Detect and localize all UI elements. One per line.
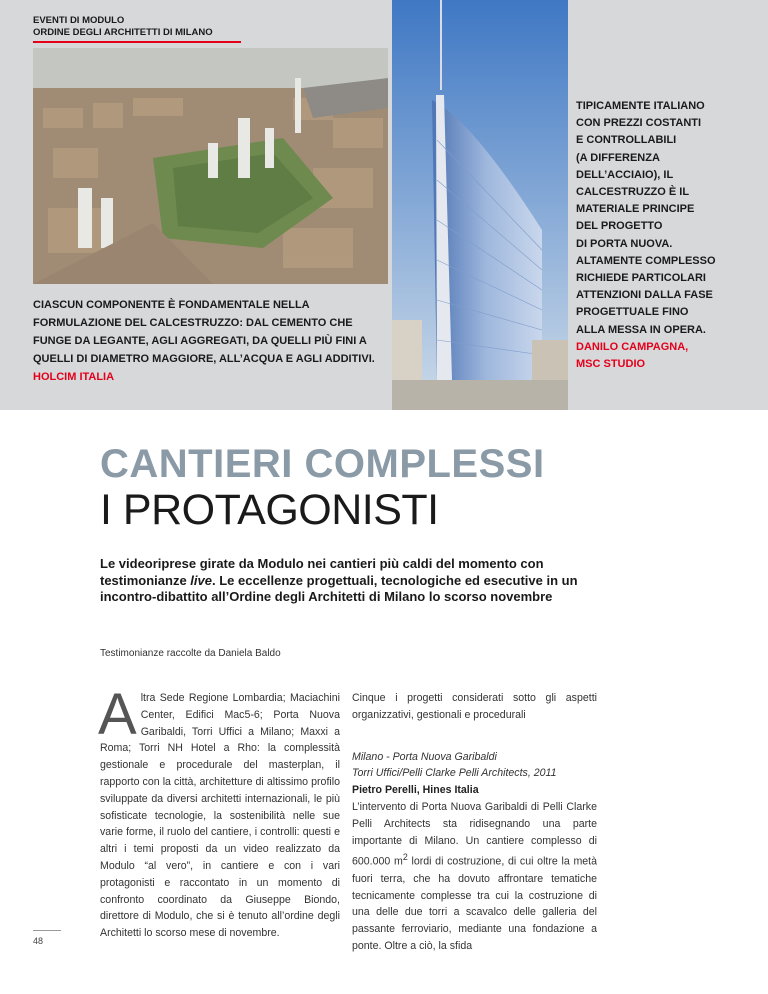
page-number: 48: [33, 936, 44, 946]
aerial-city-photo: [33, 48, 388, 284]
standfirst-live: live: [190, 572, 212, 588]
project-speaker: Pietro Perelli, Hines Italia: [352, 784, 479, 797]
caption-left: [33, 296, 383, 386]
caption-right: [576, 98, 756, 373]
body-column-left: [98, 682, 340, 942]
body-column-left-text: ltra Sede Regione Lombardia; Maciachini Center, Edifici Mac5-6; Porta Nuova Garibaldi, Torri Uffici a Milano; Maxxi a Roma; Torri NH Hotel a Rho: la complessità gestionale e procedurale del masterplan, il rapporto con la città, architetture di altissimo profilo sviluppate da diversi architetti internazionali, le più sofisticate tecnologie, la sostenibilità nelle sue varie forme, il ruolo del cantiere, i controlli: questi e altri i temi proposti da un video realizzato da Modulo “al vero”, in cantiere e con i vari protagonisti e raccontato in un momento di confronto coordinato da Giuseppe Biondo, direttore di Modulo, che si è tenuto all’ordine degli Architetti lo scorso mese di novembre.: [100, 692, 340, 940]
tower-photo: [392, 0, 568, 410]
page-number-rule: [33, 930, 61, 931]
eyebrow-line-2: ORDINE DEGLI ARCHITETTI DI MILANO: [33, 27, 213, 38]
eyebrow-line-1: EVENTI DI MODULO: [33, 15, 125, 26]
article-subhead: I PROTAGONISTI: [100, 486, 439, 534]
article-headline: CANTIERI COMPLESSI: [100, 442, 545, 486]
eyebrow-rule: [33, 41, 241, 43]
project-location: Milano - Porta Nuova Garibaldi: [352, 750, 497, 763]
standfirst-part-b: . Le eccellenze progettuali, tecnologiche ed esecutive in un incontro-dibattito all’Ordine degli Architetti di Milano lo scorso novembre: [100, 572, 578, 605]
body-column-right: [352, 690, 597, 955]
article-byline: Testimonianze raccolte da Daniela Baldo: [100, 648, 281, 659]
project-body-b: lordi di costruzione, di cui oltre la metà fuori terra, che ha dovuto affrontare tematiche tecnicamente complesse tra cui la costruzione di una delle due torri a scavalco delle galleria del passante ferroviario, mediante una fondazione a ponte. Oltre a ciò, la sfida: [352, 855, 597, 952]
caption-left-credit: HOLCIM ITALIA: [33, 371, 115, 383]
caption-right-credit: DANILO CAMPAGNA, MSC STUDIO: [576, 340, 689, 371]
caption-left-text: CIASCUN COMPONENTE È FONDAMENTALE NELLA FORMULAZIONE DEL CALCESTRUZZO: DAL CEMENTO CHE FUNGE DA LEGANTE, AGLI AGGREGATI, DA QUELLI PIÙ FINI A QUELLI DI DIAMETRO MAGGIORE, ALL’ACQUA E AGLI ADDITIVI.: [33, 299, 375, 365]
drop-cap: A: [98, 682, 137, 747]
caption-right-text: TIPICAMENTE ITALIANO CON PREZZI COSTANTI E CONTROLLABILI (A DIFFERENZA DELL’ACCIAIO), IL CALCESTRUZZO È IL MATERIALE PRINCIPE DEL PROGETTO DI PORTA NUOVA. ALTAMENTE COMPLESSO RICHIEDE PARTICOLARI ATTENZIONI DALLA FASE PROGETTUALE FINO ALLA MESSA IN OPERA.: [576, 100, 716, 336]
project-title: Torri Uffici/Pelli Clarke Pelli Architects, 2011: [352, 767, 557, 780]
article-standfirst: [100, 556, 580, 606]
aerial-city-illustration: [33, 48, 388, 284]
section-eyebrow: [33, 15, 213, 39]
superscript-2: 2: [402, 852, 408, 863]
tower-illustration: [392, 0, 568, 410]
paragraph-gap: [352, 724, 597, 749]
project-body: [352, 799, 597, 955]
projects-intro: Cinque i progetti considerati sotto gli aspetti organizzativi, gestionali e procedurali: [352, 692, 597, 721]
standfirst-part-a: Le videoriprese girate da Modulo nei cantieri più caldi del momento con testimonianze: [100, 556, 544, 588]
project-body-a: L’intervento di Porta Nuova Garibaldi di Pelli Clarke Pelli Architects sta ridisegnando una parte importante di Milano. Un cantiere complesso di 600.000 m: [352, 800, 597, 868]
